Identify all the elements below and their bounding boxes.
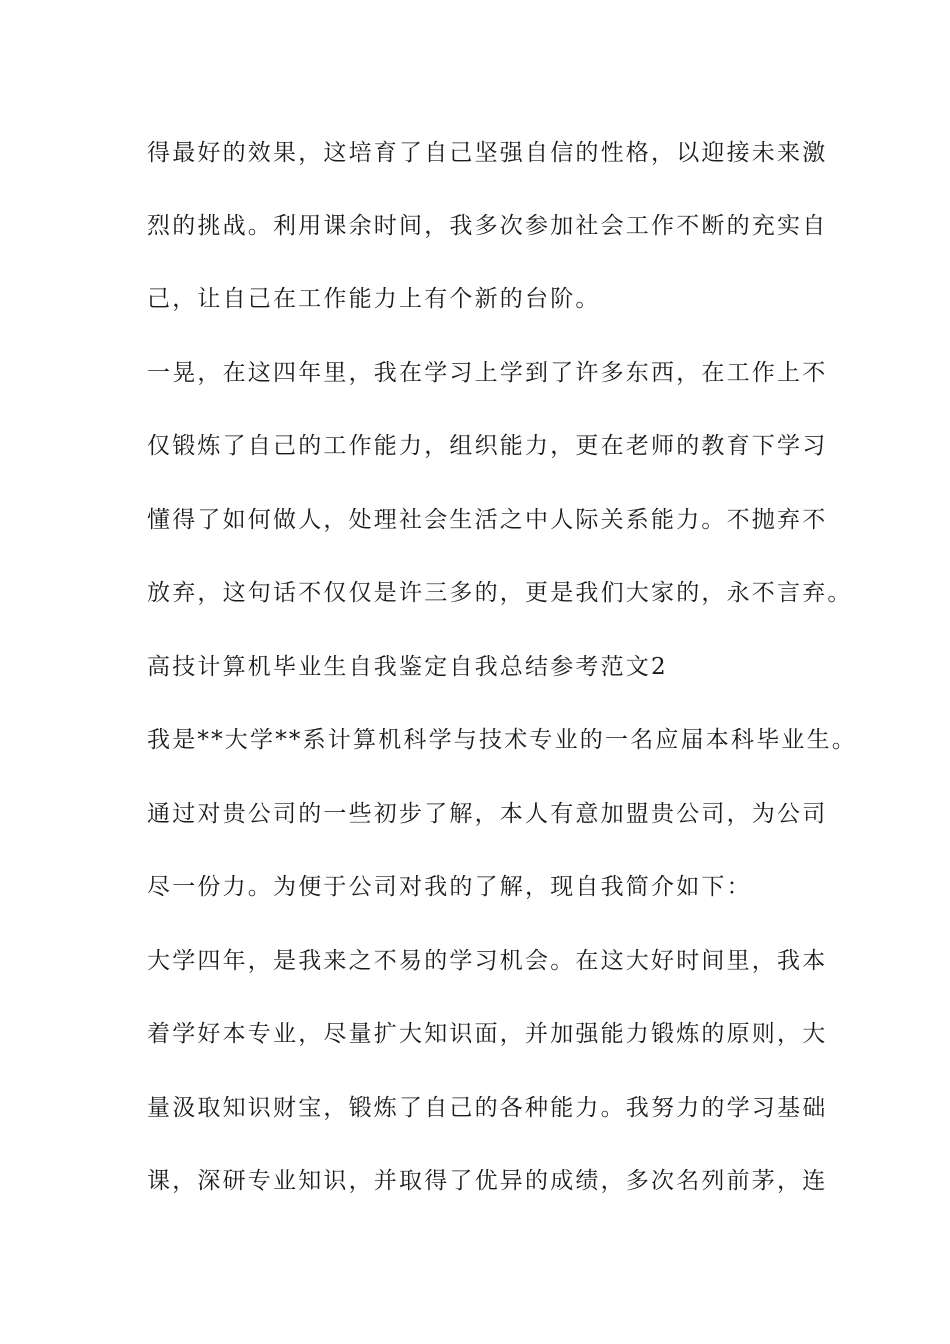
text-line: 懂得了如何做人，处理社会生活之中人际关系能力。不抛弃不: [147, 507, 828, 533]
text-line: 仅锻炼了自己的工作能力，组织能力，更在老师的教育下学习: [147, 433, 828, 459]
text-line: 量汲取知识财宝，锻炼了自己的各种能力。我努力的学习基础: [147, 1095, 828, 1121]
text-line: 着学好本专业，尽量扩大知识面，并加强能力锻炼的原则，大: [147, 1021, 828, 1047]
text-line: 放弃，这句话不仅仅是许三多的，更是我们大家的，永不言弃。: [147, 580, 853, 606]
text-line: 我是**大学**系计算机科学与技术专业的一名应届本科毕业生。: [147, 727, 857, 753]
text-line: 课，深研专业知识，并取得了优异的成绩，多次名列前茅，连: [147, 1168, 828, 1194]
text-line: 大学四年，是我来之不易的学习机会。在这大好时间里，我本: [147, 948, 828, 974]
section-heading: 高技计算机毕业生自我鉴定自我总结参考范文2: [147, 654, 668, 680]
text-line: 己，让自己在工作能力上有个新的台阶。: [147, 286, 601, 312]
text-line: 通过对贵公司的一些初步了解，本人有意加盟贵公司，为公司: [147, 801, 828, 827]
text-line: 烈的挑战。利用课余时间，我多次参加社会工作不断的充实自: [147, 213, 828, 239]
text-line: 一晃，在这四年里，我在学习上学到了许多东西，在工作上不: [147, 360, 828, 386]
text-line: 得最好的效果，这培育了自己坚强自信的性格，以迎接未来激: [147, 140, 828, 166]
text-line: 尽一份力。为便于公司对我的了解，现自我简介如下：: [147, 874, 752, 900]
